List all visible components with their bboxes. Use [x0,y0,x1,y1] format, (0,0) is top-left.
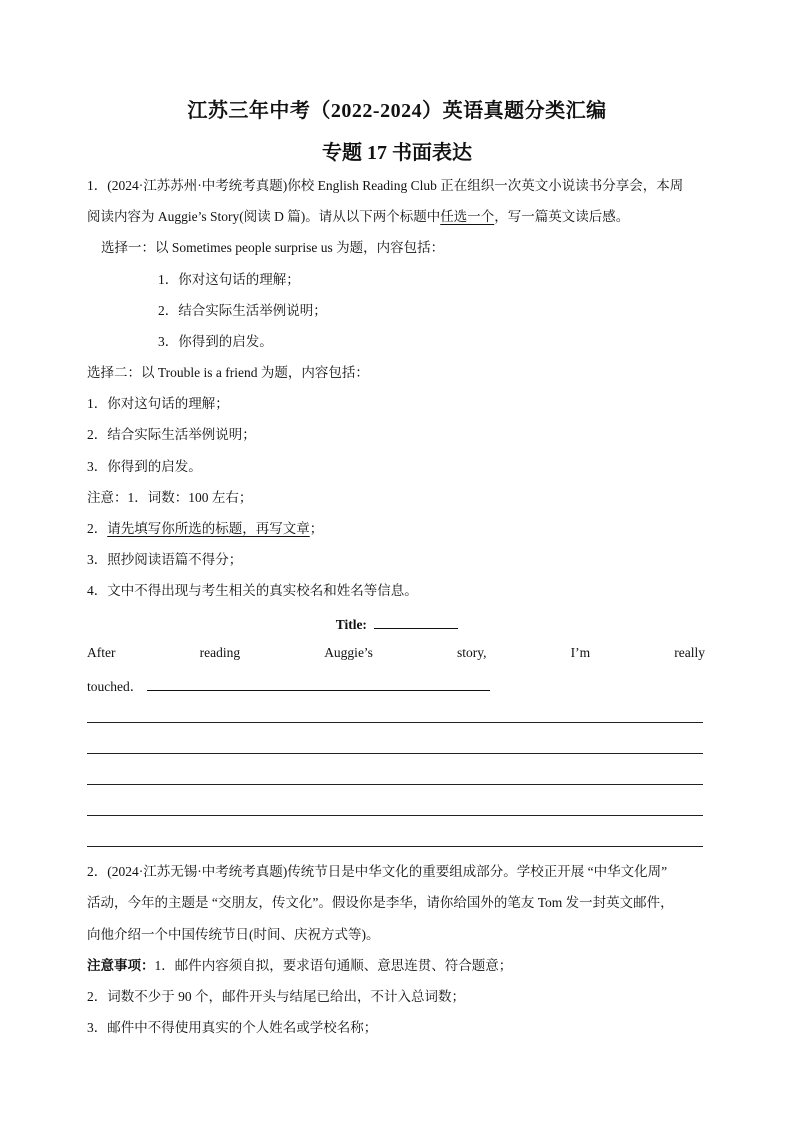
start-word: Auggie’s [324,645,373,660]
start-word: After [87,645,116,660]
answer-start-line2 [87,676,490,696]
q1-note-2-num: 2． [87,521,108,536]
q2-prompt-line2: 活动，今年的主题是 “交朋友，传文化”。假设你是李华，请你给国外的笔友 Tom 发一封英文邮件， [87,895,674,910]
title-field-row [0,614,794,633]
q1-prompt-line2-a: 阅读内容为 Auggie’s Story(阅读 D 篇)。请从以下两个标题中 [87,209,441,224]
q1-option2-item: 3．你得到的启发。 [87,459,202,474]
q1-option2-item: 1．你对这句话的理解； [87,396,229,411]
q1-option1-item: 1．你对这句话的理解； [158,272,300,287]
start-word: I’m [570,645,591,660]
answer-line[interactable] [87,784,703,785]
q1-note-1: 注意：1．词数：100 左右； [87,490,253,505]
answer-line[interactable] [87,815,703,816]
q1-option1-intro: 选择一：以 Sometimes people surprise us 为题，内容包括： [101,240,445,255]
start-end-word: touched． [87,679,144,694]
q2-note-label: 注意事项： [87,958,155,973]
document-subtitle: 专题 17 书面表达 [322,142,472,164]
q1-prompt-line2-b: ，写一篇英文读后感。 [494,209,630,224]
q1-prompt-emphasis: 任选一个 [440,209,495,224]
q1-option2-intro: 选择二：以 Trouble is a friend 为题，内容包括： [87,365,369,380]
q1-prompt-line2 [87,208,629,226]
q2-note-1: 1．邮件内容须自拟，要求语句通顺、意思连贯、符合题意； [154,958,513,973]
document-title: 江苏三年中考（2022-2024）英语真题分类汇编 [187,100,607,122]
answer-start-line [87,645,705,661]
q1-option2-item: 2．结合实际生活举例说明； [87,427,256,442]
answer-line[interactable] [87,846,703,847]
q1-option1-item: 3．你得到的启发。 [158,334,273,349]
q2-note-2: 2．词数不少于 90 个，邮件开头与结尾已给出，不计入总词数； [87,989,465,1004]
q1-note-3: 3．照抄阅读语篇不得分； [87,552,243,567]
start-word: really [674,645,705,660]
q1-prompt-line1: 1．(2024·江苏苏州·中考统考真题)你校 English Reading Club 正在组织一次英文小说读书分享会，本周 [87,178,684,193]
q1-option1-item: 2．结合实际生活举例说明； [158,303,327,318]
q2-note-3: 3．邮件中不得使用真实的个人姓名或学校名称； [87,1020,378,1035]
answer-line[interactable] [87,753,703,754]
q1-note-4: 4．文中不得出现与考生相关的真实校名和姓名等信息。 [87,583,418,598]
q2-prompt-line3: 向他介绍一个中国传统节日(时间、庆祝方式等)。 [87,927,380,942]
answer-blank[interactable] [147,676,490,691]
q2-note-1-row [87,957,512,975]
q1-note-2 [87,520,323,538]
start-word: story, [457,645,487,660]
q1-note-2-emphasis: 请先填写你所选的标题，再写文章 [107,521,310,536]
title-label: Title: [335,617,367,632]
title-blank[interactable] [374,614,458,629]
q2-prompt-line1: 2．(2024·江苏无锡·中考统考真题)传统节日是中华文化的重要组成部分。学校正开展 “中华文化周” [87,864,668,879]
q1-note-2-end: ； [309,521,324,536]
answer-line[interactable] [87,722,703,723]
start-word: reading [199,645,241,660]
